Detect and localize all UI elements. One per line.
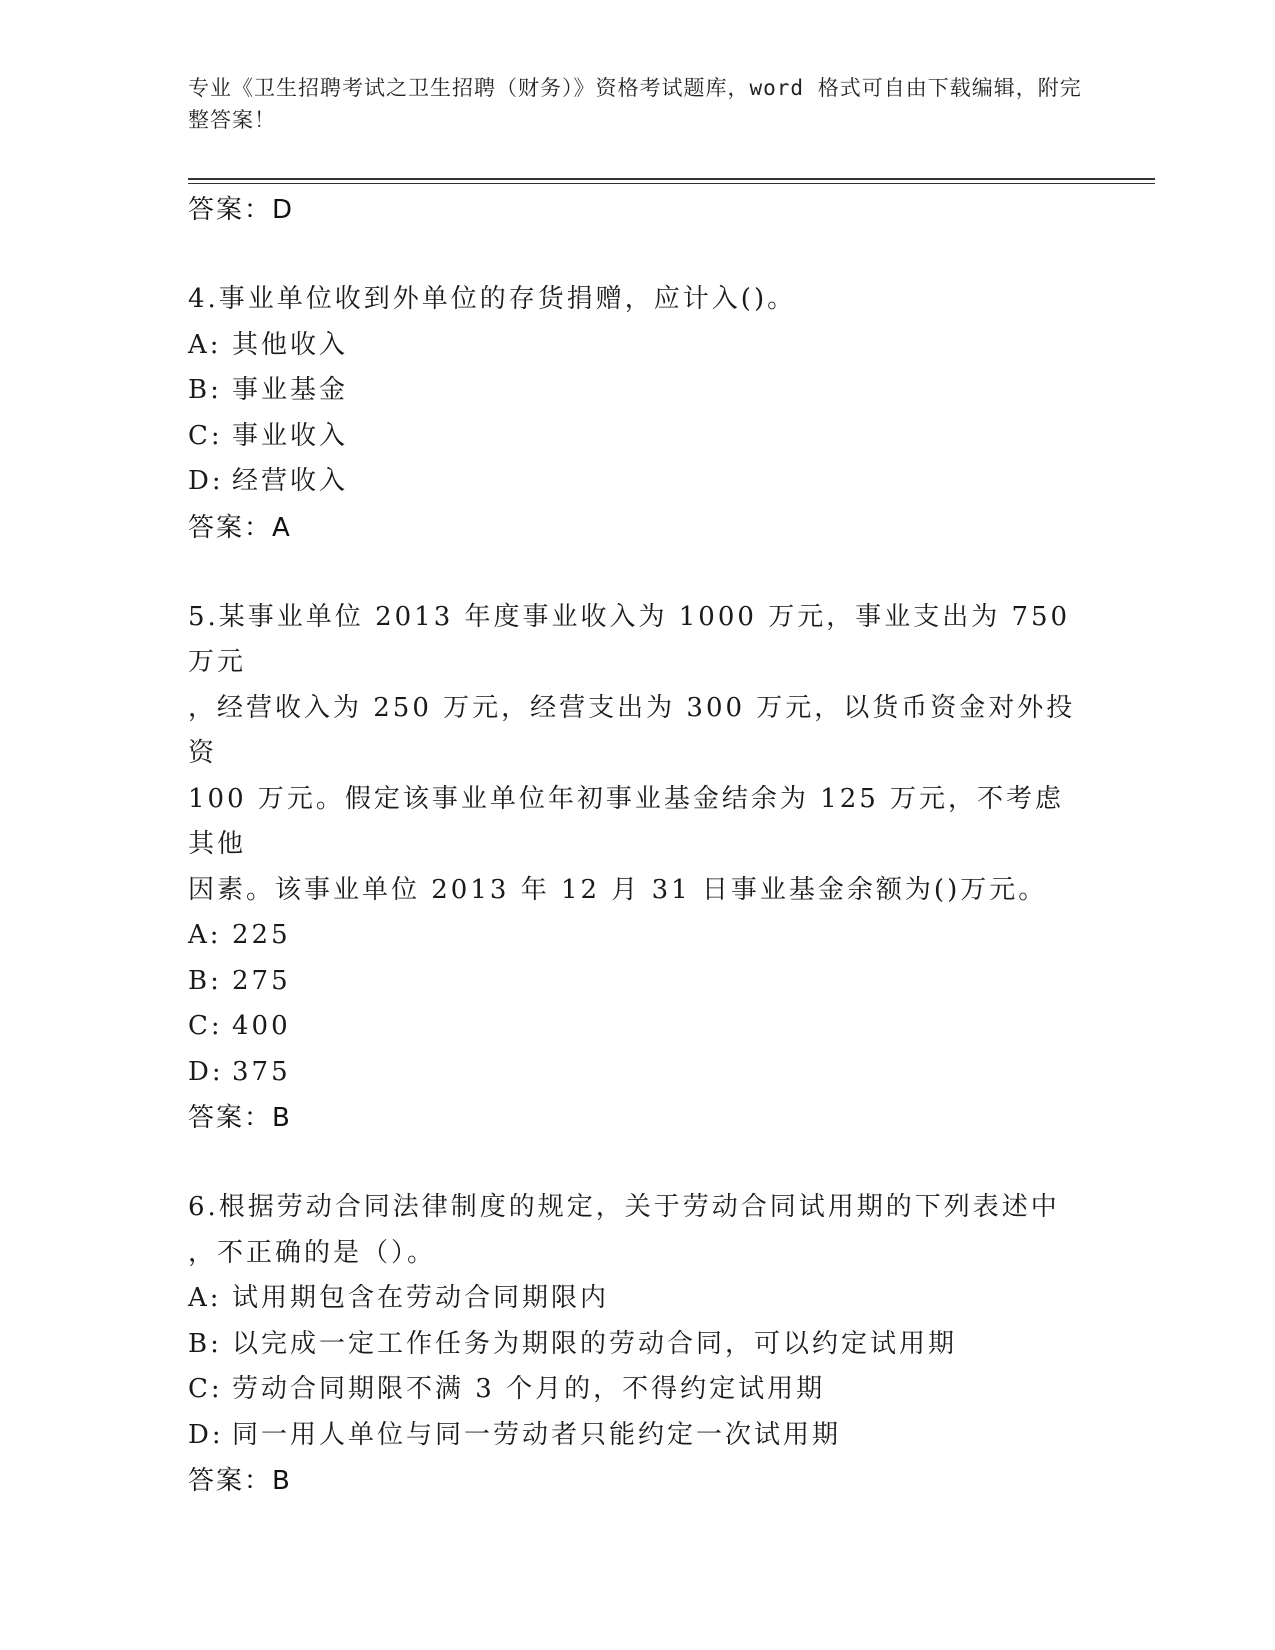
option-c <box>188 414 1088 460</box>
option-text: 同一用人单位与同一劳动者只能约定一次试用期 <box>232 1419 842 1450</box>
spacer <box>188 551 1088 595</box>
option-text: 事业基金 <box>232 375 349 405</box>
option-text: 225 <box>232 920 291 950</box>
option-text: 事业收入 <box>232 420 349 451</box>
option-text: 劳动合同期限不满 3 个月的，不得约定试用期 <box>232 1374 826 1404</box>
option-text: 试用期包含在劳动合同期限内 <box>232 1283 610 1313</box>
option-b <box>188 368 1088 414</box>
option-a <box>188 323 1088 369</box>
option-key: A: <box>188 1283 222 1313</box>
header-divider-thin <box>188 183 1155 184</box>
question-6 <box>188 1185 1088 1504</box>
option-key: A: <box>188 920 222 950</box>
option-key: B: <box>188 965 222 996</box>
option-key: B: <box>188 375 222 405</box>
question-stem: 4.事业单位收到外单位的存货捐赠，应计入()。 <box>188 284 797 314</box>
spacer <box>188 233 1088 277</box>
option-key: C: <box>188 420 223 451</box>
option-key: D: <box>188 466 224 496</box>
header-divider-thick <box>188 178 1155 180</box>
option-key: A: <box>188 329 222 360</box>
option-d <box>188 459 1088 505</box>
option-key: C: <box>188 1011 223 1041</box>
option-key: C: <box>188 1374 223 1404</box>
option-text: 经营收入 <box>232 466 349 496</box>
option-a <box>188 1276 1088 1322</box>
option-c <box>188 1367 1088 1413</box>
option-text: 275 <box>232 965 291 996</box>
option-d <box>188 1413 1088 1459</box>
spacer <box>188 1141 1088 1185</box>
option-text: 400 <box>232 1011 291 1041</box>
question-stem: 6.根据劳动合同法律制度的规定，关于劳动合同试用期的下列表述中 ，不正确的是（）。 <box>188 1192 1060 1268</box>
option-a <box>188 913 1088 959</box>
question-4 <box>188 277 1088 551</box>
option-text: 375 <box>232 1056 291 1087</box>
option-key: B: <box>188 1328 222 1359</box>
option-b <box>188 1322 1088 1368</box>
question-5 <box>188 595 1088 1142</box>
answer: 答案：A <box>188 512 292 543</box>
page-header: 专业《卫生招聘考试之卫生招聘（财务）》资格考试题库，word 格式可自由下载编辑，附完整答案！ <box>188 76 1082 132</box>
option-d <box>188 1050 1088 1096</box>
option-key: D: <box>188 1056 224 1087</box>
option-text: 以完成一定工作任务为期限的劳动合同，可以约定试用期 <box>232 1328 958 1359</box>
option-b <box>188 959 1088 1005</box>
option-c <box>188 1004 1088 1050</box>
question-list <box>188 187 1088 1504</box>
option-text: 其他收入 <box>232 329 349 360</box>
answer: 答案：B <box>188 1103 292 1133</box>
answer-previous: 答案：D <box>188 195 295 225</box>
answer: 答案：B <box>188 1466 292 1496</box>
option-key: D: <box>188 1419 224 1450</box>
question-stem: 5.某事业单位 2013 年度事业收入为 1000 万元，事业支出为 750 万元 ，经营收入为 250 万元，经营支出为 300 万元，以货币资金对外投资 100 万元。假定该事业单位年初事业基金结余为 125 万元，不考虑其他 因素。该事业单位 2013 年 12 月 31 日事业基金余额为()万元。 <box>188 601 1076 905</box>
